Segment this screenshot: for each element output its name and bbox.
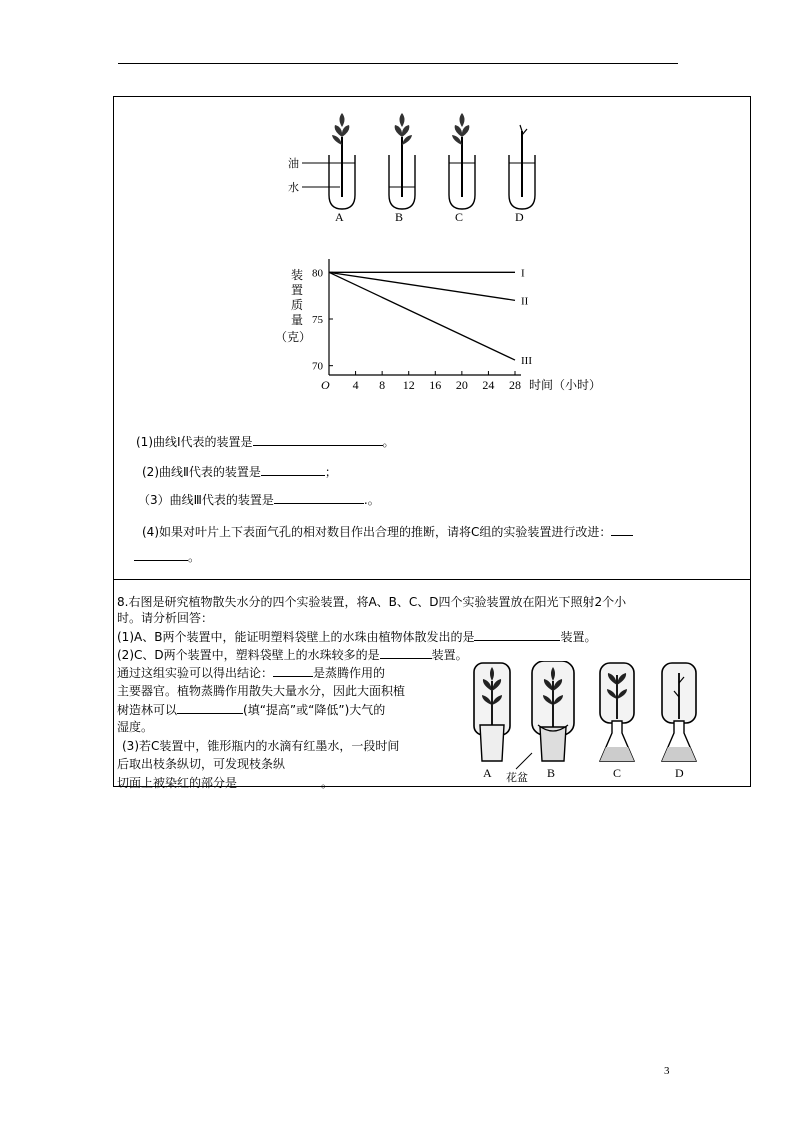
answer-blank-1[interactable] xyxy=(253,433,383,446)
tube-label-b: B xyxy=(395,210,404,223)
q8-c1 xyxy=(117,664,385,681)
q8-s2-text: (2)C、D两个装置中，塑料袋壁上的水珠较多的是 xyxy=(117,648,380,662)
tube-d xyxy=(509,125,535,209)
tube-a xyxy=(329,113,355,209)
x-tick-label: 4 xyxy=(352,378,359,392)
water-label: 水 xyxy=(288,182,299,194)
answer-blank-6[interactable] xyxy=(380,646,432,659)
answer-blank-7[interactable] xyxy=(273,664,313,677)
x-tick-label: 20 xyxy=(455,378,468,392)
device-b xyxy=(532,661,574,761)
device-a xyxy=(474,663,510,761)
series-line xyxy=(329,272,515,360)
q8-s3c-end: 。 xyxy=(321,776,334,790)
x-tick-label: 16 xyxy=(429,378,442,392)
q8-intro2: 时。请分析回答： xyxy=(117,611,214,625)
answer-blank-4b[interactable] xyxy=(134,548,188,561)
q8-c2: 主要器官。植物蒸腾作用散失大量水分，因此大面积植 xyxy=(117,684,406,698)
device-d xyxy=(662,663,696,761)
q8-c3-text: 树造林可以 xyxy=(117,703,178,717)
y-tick-label: 70 xyxy=(312,360,323,373)
q8-s1-text: (1)A、B两个装置中，能证明塑料袋壁上的水珠由植物体散发出的是 xyxy=(117,630,475,644)
question-frame xyxy=(113,96,751,790)
header-rule xyxy=(118,63,678,64)
origin-label: O xyxy=(321,378,330,392)
q7-line2-text: (2)曲线Ⅱ代表的装置是 xyxy=(142,465,261,479)
device-label-a: A xyxy=(483,766,492,780)
q8-s1 xyxy=(117,628,596,645)
x-tick-label: 8 xyxy=(379,378,386,392)
answer-blank-8[interactable] xyxy=(177,701,243,714)
mass-time-chart xyxy=(269,247,609,407)
y-axis-label xyxy=(275,267,311,344)
series-label: II xyxy=(521,295,529,308)
pot-pointer xyxy=(516,753,532,769)
y-tick-label: 75 xyxy=(312,314,323,326)
series-label: I xyxy=(521,267,525,280)
q7-line1 xyxy=(136,433,395,450)
q7-line4-end: 。 xyxy=(188,550,201,564)
x-tick-label: 24 xyxy=(482,378,495,392)
answer-blank-9[interactable] xyxy=(237,774,321,787)
q8-s2 xyxy=(117,646,468,663)
x-tick-label: 28 xyxy=(509,378,521,392)
q7-line2 xyxy=(142,463,337,480)
q7-line3-end: .。 xyxy=(363,493,380,507)
y-tick-label: 80 xyxy=(312,267,323,280)
tube-label-c: C xyxy=(455,210,464,223)
device-label-c: C xyxy=(613,766,622,780)
q8-intro1: 8.右图是研究植物散失水分的四个实验装置，将A、B、C、D四个实验装置放在阳光下照射2个小 xyxy=(117,595,627,609)
tube-label-d: D xyxy=(515,210,524,223)
y-label-char: 置 xyxy=(291,283,304,297)
y-label-char: 质 xyxy=(291,298,304,312)
q7-line3-text: （3）曲线Ⅲ代表的装置是 xyxy=(138,493,274,507)
q7-line4-text: (4)如果对叶片上下表面气孔的相对数目作出合理的推断，请将C组的实验装置进行改进： xyxy=(142,525,612,539)
device-label-d: D xyxy=(675,766,684,780)
q8-c3 xyxy=(117,701,385,718)
q8-s3c-text: 切面上被染红的部分是 xyxy=(117,776,238,790)
x-axis-label: 时间（小时） xyxy=(529,378,602,392)
y-unit-label: （克） xyxy=(275,330,312,344)
answer-blank-2[interactable] xyxy=(261,463,325,476)
x-tick-label: 12 xyxy=(402,378,415,392)
device-label-b: B xyxy=(547,766,556,780)
q8-s3b: 后取出枝条纵切，可发现枝条纵 xyxy=(117,757,286,771)
y-label-char: 装 xyxy=(291,268,304,282)
q8-s3a: (3)若C装置中，锥形瓶内的水滴有红墨水，一段时间 xyxy=(122,739,400,753)
q7-line2-end: ； xyxy=(324,465,337,479)
transpiration-device-figure xyxy=(470,661,710,785)
test-tube-figure xyxy=(284,105,564,223)
q7-line3 xyxy=(138,491,380,508)
oil-label: 油 xyxy=(288,158,299,170)
q8-c1-text: 通过这组实验可以得出结论： xyxy=(117,666,274,680)
device-c xyxy=(600,663,634,761)
answer-blank-3[interactable] xyxy=(274,491,364,504)
q8-s3c xyxy=(117,774,333,791)
q7-line1-text: (1)曲线Ⅰ代表的装置是 xyxy=(136,435,253,449)
section-divider xyxy=(114,579,750,580)
series-line xyxy=(329,272,515,300)
q7-line4-cont xyxy=(134,548,200,565)
q8-c1-end: 是蒸腾作用的 xyxy=(313,666,386,680)
tube-b xyxy=(389,113,415,209)
y-label-char: 量 xyxy=(291,313,304,327)
page-number: 3 xyxy=(664,1065,670,1077)
q7-line1-end: 。 xyxy=(382,435,395,449)
answer-blank-5[interactable] xyxy=(474,628,560,641)
tube-label-a: A xyxy=(335,210,344,223)
tube-c xyxy=(449,113,475,209)
answer-blank-4a[interactable] xyxy=(611,523,633,536)
q8-s2-end: 装置。 xyxy=(431,648,468,662)
q7-line4 xyxy=(142,523,633,540)
series-label: III xyxy=(521,355,532,368)
pot-label: 花盆 xyxy=(506,772,528,784)
q8-c4: 湿度。 xyxy=(117,720,154,734)
q8-s1-end: 装置。 xyxy=(560,630,597,644)
q8-c3-end: (填“提高”或“降低”)大气的 xyxy=(243,703,386,717)
